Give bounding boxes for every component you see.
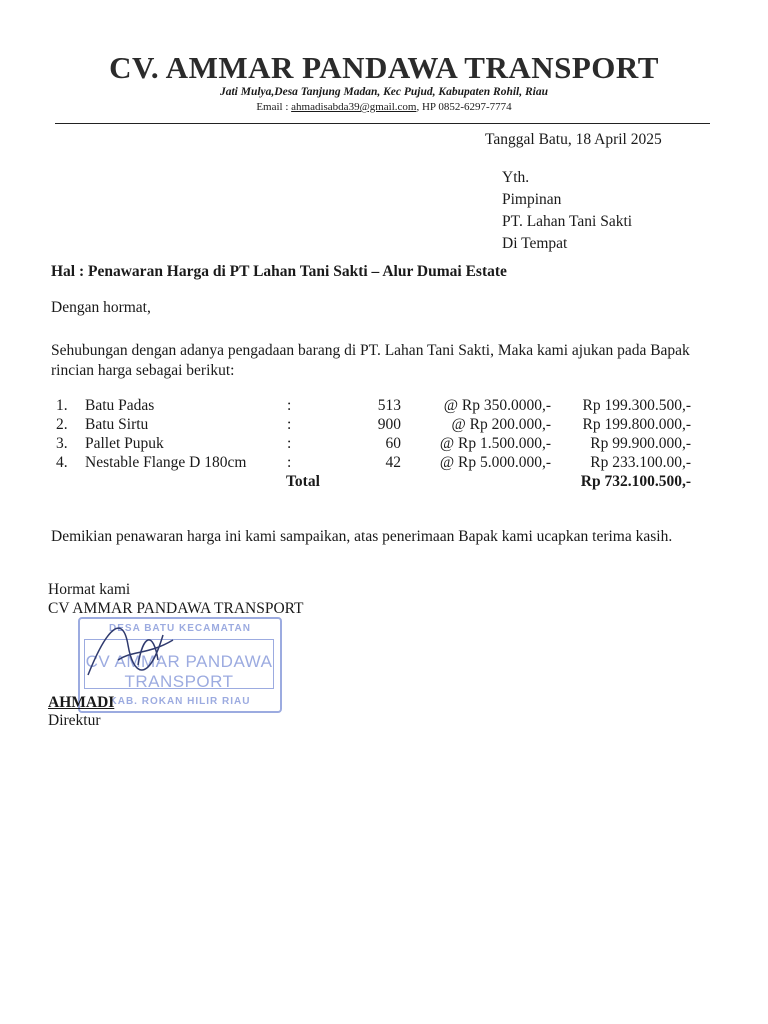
item-name: Batu Padas (85, 397, 155, 414)
list-item (51, 454, 691, 473)
item-amount: Rp 99.900.000,- (590, 435, 691, 452)
price-list (51, 397, 691, 493)
item-number: 2. (56, 416, 68, 433)
recipient-salutation: Yth. (502, 169, 530, 186)
signature-scribble (78, 605, 198, 695)
item-number: 3. (56, 435, 68, 452)
email-link[interactable]: ahmadisabda39@gmail.com (291, 101, 417, 113)
item-colon: : (287, 397, 292, 414)
recipient-company: PT. Lahan Tani Sakti (502, 213, 633, 230)
letterhead-divider (55, 123, 710, 124)
list-item (51, 397, 691, 416)
item-colon: : (287, 435, 292, 452)
item-name: Batu Sirtu (85, 416, 149, 433)
recipient-location: Di Tempat (502, 235, 568, 252)
item-qty: 60 (385, 435, 401, 452)
item-unit-price: @ Rp 5.000.000,- (439, 454, 551, 471)
item-unit-price: @ Rp 350.0000,- (443, 397, 551, 414)
item-unit-price: @ Rp 1.500.000,- (439, 435, 551, 452)
signoff-closing: Hormat kami (48, 581, 131, 598)
item-number: 1. (56, 397, 68, 414)
item-amount: Rp 199.300.500,- (582, 397, 691, 414)
list-item (51, 416, 691, 435)
letter-date: Tanggal Batu, 18 April 2025 (485, 131, 662, 148)
company-address: Jati Mulya,Desa Tanjung Madan, Kec Pujud, Kabupaten Rohil, Riau (219, 86, 549, 98)
item-qty: 900 (377, 416, 401, 433)
item-amount: Rp 233.100.00,- (590, 454, 691, 471)
closing-paragraph: Demikian penawaran harga ini kami sampaikan, atas penerimaan Bapak kami ucapkan terima kasih. (51, 528, 673, 545)
item-name: Nestable Flange D 180cm (85, 454, 247, 471)
intro-paragraph: Sehubungan dengan adanya pengadaan barang di PT. Lahan Tani Sakti, Maka kami ajukan pada Bapak rincian harga sebagai berikut: (51, 342, 690, 379)
item-colon: : (287, 416, 292, 433)
item-colon: : (287, 454, 292, 471)
total-label: Total (286, 473, 320, 490)
greeting: Dengan hormat, (51, 299, 151, 316)
company-contact (0, 101, 768, 113)
signer-name: AHMADI (48, 694, 115, 711)
item-name: Pallet Pupuk (85, 435, 164, 452)
item-unit-price: @ Rp 200.000,- (451, 416, 551, 433)
item-number: 4. (56, 454, 68, 471)
company-name: CV. AMMAR PANDAWA TRANSPORT (109, 50, 659, 85)
stamp-top-text: DESA BATU KECAMATAN (109, 623, 251, 634)
signer-title: Direktur (48, 712, 101, 729)
stamp-middle-text: CV AMMAR PANDAWA TRANSPORT (85, 652, 273, 691)
recipient-block (502, 167, 632, 255)
item-qty: 42 (385, 454, 401, 471)
total-row (51, 473, 691, 493)
total-amount: Rp 732.100.500,- (580, 473, 691, 490)
list-item (51, 435, 691, 454)
phone-number: , HP 0852-6297-7774 (416, 101, 512, 113)
stamp-bottom-text: KAB. ROKAN HILIR RIAU (109, 696, 251, 707)
email-label: Email : (256, 101, 292, 113)
item-qty: 513 (377, 397, 401, 414)
letter-subject: Hal : Penawaran Harga di PT Lahan Tani Sakti – Alur Dumai Estate (51, 263, 507, 280)
signoff-company: CV AMMAR PANDAWA TRANSPORT (48, 600, 304, 617)
recipient-position: Pimpinan (502, 191, 562, 208)
item-amount: Rp 199.800.000,- (582, 416, 691, 433)
